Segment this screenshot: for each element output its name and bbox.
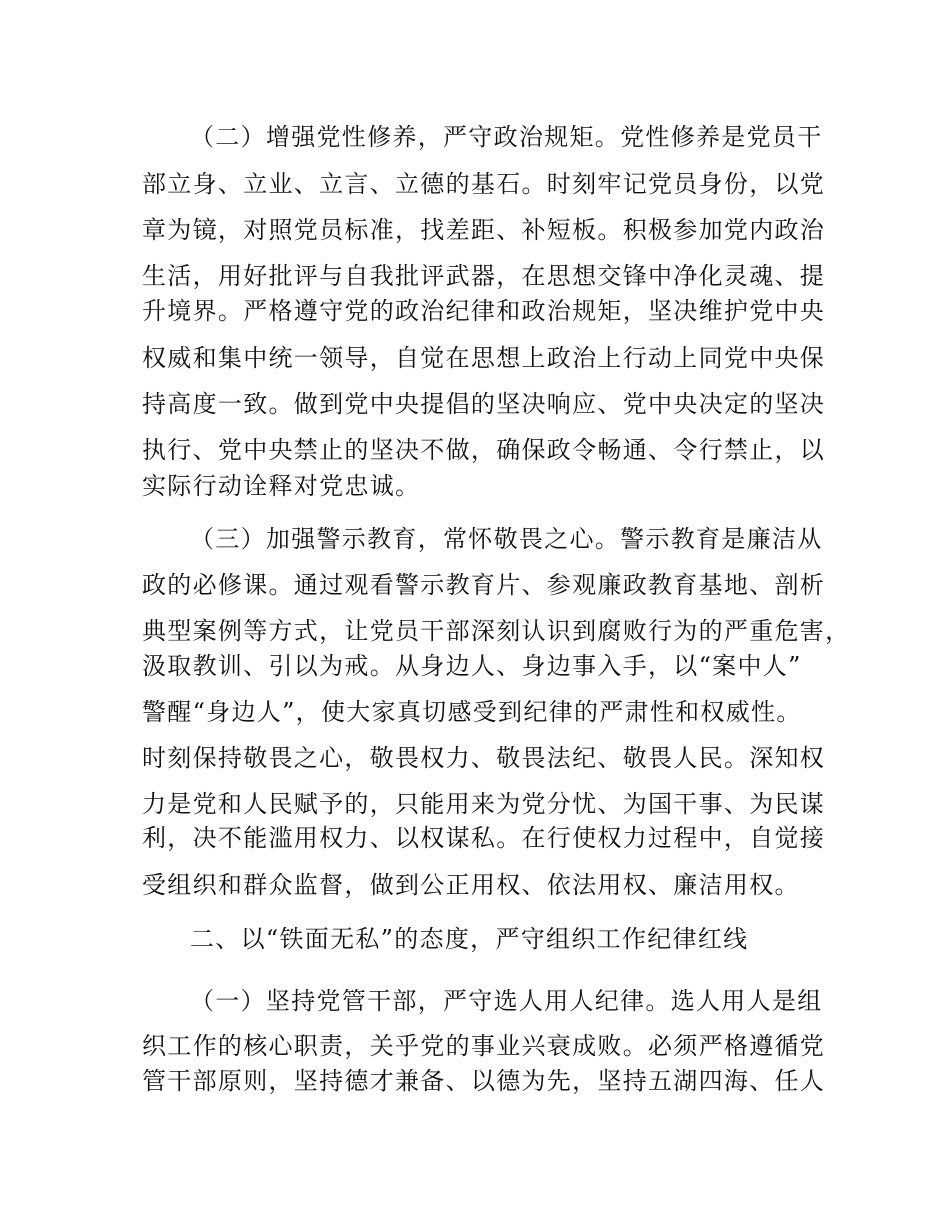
- paragraph-2-line-9: 受组织和群众监督，做到公正用权、依法用权、廉洁用权。: [142, 871, 800, 899]
- paragraph-1-line-8: 执行、党中央禁止的坚决不做，确保政令畅通、令行禁止，以: [142, 436, 826, 464]
- paragraph-3-line-2: 织工作的核心职责，关乎党的事业兴衰成败。必须严格遵循党: [142, 1032, 826, 1060]
- paragraph-1-line-4: 生活，用好批评与自我批评武器，在思想交锋中净化灵魂、提: [142, 262, 826, 290]
- paragraph-1-line-2: 部立身、立业、立言、立德的基石。时刻牢记党员身份，以党: [142, 170, 826, 198]
- paragraph-2-line-3: 典型案例等方式，让党员干部深刻认识到腐败行为的严重危害，: [142, 617, 851, 645]
- paragraph-1-line-1: （二）增强党性修养，严守政治规矩。党性修养是党员干: [190, 123, 823, 151]
- paragraph-2-line-1: （三）加强警示教育，常怀敬畏之心。警示教育是廉洁从: [190, 525, 823, 553]
- section-heading: 二、以“铁面无私”的态度，严守组织工作纪律红线: [190, 925, 749, 953]
- paragraph-1-line-5: 升境界。严格遵守党的政治纪律和政治规矩，坚决维护党中央: [142, 297, 826, 325]
- paragraph-3-line-1: （一）坚持党管干部，严守选人用人纪律。选人用人是组: [190, 987, 823, 1015]
- paragraph-2-line-7: 力是党和人民赋予的，只能用来为党分忧、为国干事、为民谋: [142, 790, 826, 818]
- paragraph-1-line-6: 权威和集中统一领导，自觉在思想上政治上行动上同党中央保: [142, 344, 826, 372]
- paragraph-1-line-9: 实际行动诠释对党忠诚。: [142, 472, 421, 500]
- paragraph-1-line-7: 持高度一致。做到党中央提倡的坚决响应、党中央决定的坚决: [142, 390, 826, 418]
- paragraph-1-line-3: 章为镜，对照党员标准，找差距、补短板。积极参加党内政治: [142, 216, 826, 244]
- paragraph-2-line-6: 时刻保持敬畏之心，敬畏权力、敬畏法纪、敬畏人民。深知权: [142, 744, 826, 772]
- paragraph-2-line-4: 汲取教训、引以为戒。从身边人、身边事入手，以“案中人”: [142, 652, 802, 680]
- paragraph-2-line-5: 警醒“身边人”，使大家真切感受到纪律的严肃性和权威性。: [142, 698, 802, 726]
- paragraph-2-line-8: 利，决不能滥用权力、以权谋私。在行使权力过程中，自觉接: [142, 824, 826, 852]
- paragraph-2-line-2: 政的必修课。通过观看警示教育片、参观廉政教育基地、剖析: [142, 571, 826, 599]
- paragraph-3-line-3: 管干部原则，坚持德才兼备、以德为先，坚持五湖四海、任人: [142, 1067, 826, 1095]
